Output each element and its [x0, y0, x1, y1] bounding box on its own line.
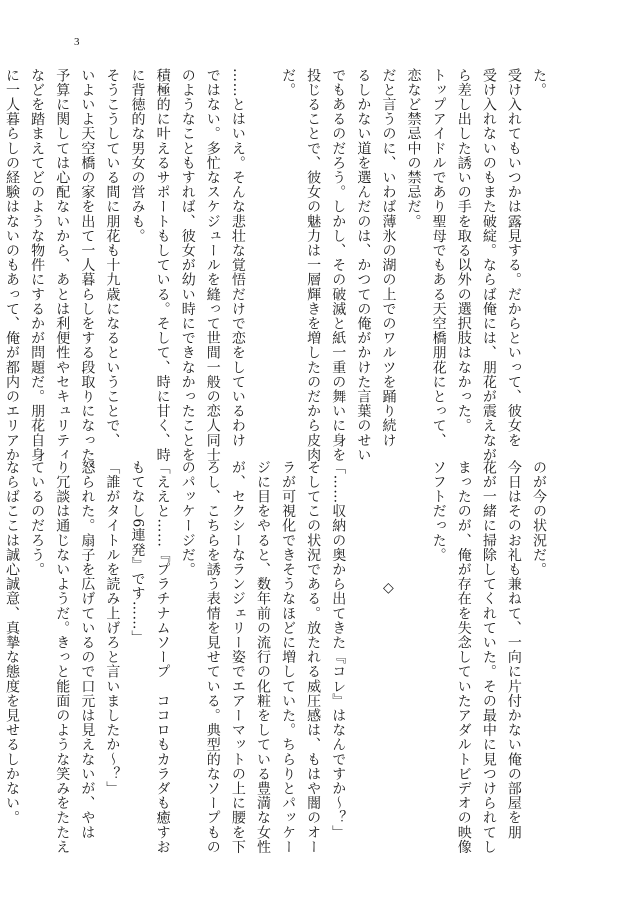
section-break-diamond: ◇ — [380, 580, 397, 597]
text-line: 「誰がタイトルを読み上げろと言いましたか～？」 — [104, 460, 121, 796]
text-line: のパッケージだ。 — [179, 460, 196, 577]
text-line: そうこうしている間に朋花も十九歳になるということで、 — [104, 68, 121, 448]
text-line: 恋など禁忌中の禁忌だ。 — [405, 68, 422, 229]
text-line: ているのだろう。 — [29, 460, 46, 577]
text-line: ではない。多忙なスケジュールを縫って世間一般の恋人同士 — [204, 68, 221, 463]
blank-line — [400, 460, 425, 840]
text-line: もてなし6連発』です……」 — [129, 460, 146, 645]
text-line: 今日はそのお礼も兼ねて、一向に片付かない俺の部屋を朋 — [505, 460, 522, 840]
text-line: が、セクシーなランジェリー姿でエアーマットの上に腰を下 — [229, 460, 246, 855]
text-line: トップアイドルであり聖母でもある天空橋朋花にとって、 — [430, 68, 447, 448]
text-line: だと言うのに、いわば薄氷の湖の上でのワルツを踊り続け — [380, 68, 397, 448]
lower-text-block — [4, 460, 551, 855]
text-line: に背徳的な男女の営みも。 — [129, 68, 146, 244]
text-line: ソフトだった。 — [430, 460, 447, 563]
text-line: そしてこの状況である。放たれる威圧感は、もはや闇のオー — [305, 460, 322, 855]
text-line: 投じることで、彼女の魅力は一層輝きを増したのだから皮肉 — [305, 68, 322, 463]
upper-text-block — [4, 68, 551, 477]
text-line: ならばここは誠心誠意、真摯な態度を見せるしかない。 — [4, 460, 21, 825]
text-line: のようなこともすれば、彼女が幼い時にできなかったことを — [179, 68, 196, 463]
text-line: るしかない道を選んだのは、かつての俺がかけた言葉のせい — [355, 68, 372, 463]
text-line: ジに目をやると、数年前の流行の化粧をしている豊満な女性 — [254, 460, 271, 855]
text-line: 「……収納の奥から出てきた『コレ』はなんですか～？」 — [330, 460, 347, 840]
text-line: 受け入れないのもまた破綻。ならば俺には、朋花が震えなが — [480, 68, 497, 463]
page-number: 3 — [74, 36, 80, 48]
text-line: 花が一緒に掃除してくれていた。その最中に見つけられてし — [480, 460, 497, 855]
text-line: た。 — [531, 68, 547, 98]
text-line: いよいよ天空橋の家を出て一人暮らしをする段取りになった。 — [79, 68, 96, 477]
text-line: 予算に関しては心配ないから、あとは利便性やセキュリティ — [54, 68, 71, 463]
text-line: り冗談は通じないようだ。きっと能面のような笑みをたたえ — [54, 460, 71, 855]
blank-line — [350, 460, 375, 840]
text-line: などを踏まえてどのような物件にするかが問題だ。朋花自身 — [29, 68, 46, 463]
text-line: のが今の状況だ。 — [531, 460, 547, 577]
text-line: でもあるのだろう。しかし、その破滅と紙一重の舞いに身を — [330, 68, 347, 463]
text-line: に一人暮らしの経験はないのもあって、俺が都内のエリアか — [4, 68, 21, 463]
text-line: ら差し出した誘いの手を取る以外の選択肢はなかった。 — [455, 68, 472, 433]
text-line: 「ええと……『プラチナムソープ ココロもカラダも癒すお — [154, 460, 171, 855]
text-line: ……とはいえ。そんな悲壮な覚悟だけで恋をしているわけ — [229, 68, 246, 448]
text-line: 受け入れてもいつかは露見する。だからといって、彼女を — [505, 68, 522, 448]
blank-line — [250, 68, 275, 416]
text-line: 怒られた。扇子を広げているので口元は見えないが、やは — [79, 460, 96, 840]
text-line: 積極的に叶えるサポートもしている。そして、時に甘く、時 — [154, 68, 171, 463]
text-line: ラが可視化できそうなほどに増していた。ちらりとパッケー — [280, 460, 297, 855]
text-line: まったのが、俺が存在を失念していたアダルトビデオの映像 — [455, 460, 472, 855]
text-line: ろし、こちらを誘う表情を見せている。典型的なソープもの — [204, 460, 221, 855]
text-line: だ。 — [280, 68, 297, 98]
